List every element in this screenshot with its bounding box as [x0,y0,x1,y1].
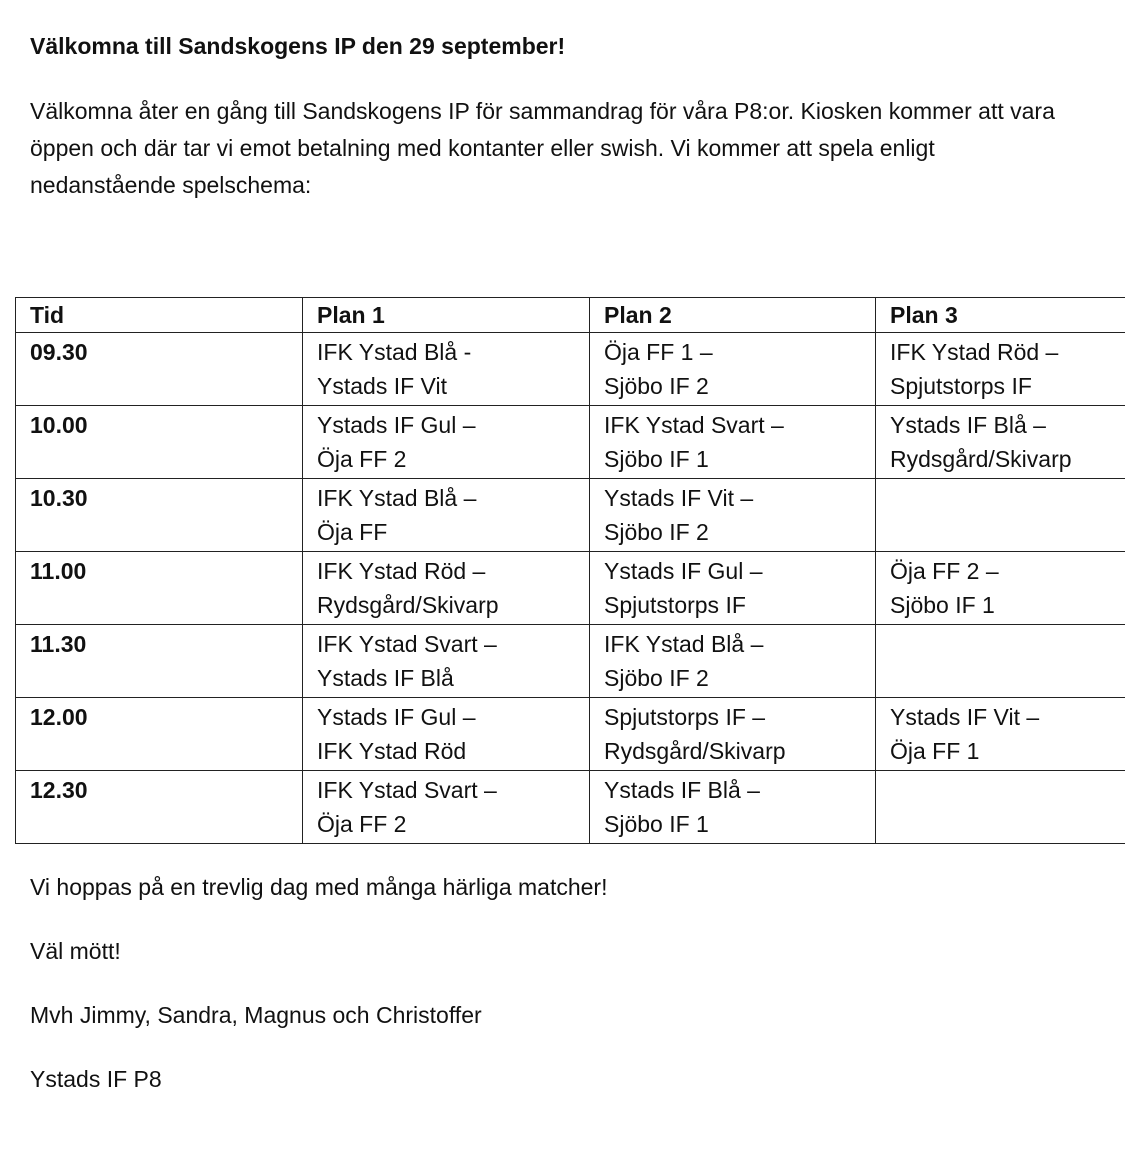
closing-greeting: Väl mött! [30,938,121,964]
match-cell [876,552,1125,625]
match-team: IFK Ystad Blå – [604,631,764,657]
match-team: Ystads IF Blå [317,665,454,691]
match-team: Ystads IF Vit – [890,704,1040,730]
match-team: Öja FF 2 [317,446,407,472]
closing-team: Ystads IF P8 [30,1066,162,1092]
table-row [16,479,1125,552]
match-team: Ystads IF Gul – [317,412,476,438]
match-team: IFK Ystad Svart – [604,412,784,438]
match-cell-empty [876,771,1125,844]
match-team: IFK Ystad Röd [317,738,467,764]
match-cell [876,333,1125,406]
header-plan-2: Plan 2 [590,298,876,333]
match-cell [303,333,590,406]
match-team: Rydsgård/Skivarp [317,592,499,618]
match-team: Ystads IF Vit – [604,485,754,511]
intro-line: öppen och där tar vi emot betalning med kontanter eller swish. Vi kommer att spela enligt [30,135,935,161]
match-team: Öja FF 2 [317,811,407,837]
match-cell [590,771,876,844]
match-team: Rydsgård/Skivarp [890,446,1072,472]
match-cell [590,552,876,625]
match-team: Sjöbo IF 1 [604,446,709,472]
table-row [16,771,1125,844]
match-team: IFK Ystad Svart – [317,631,497,657]
time-cell: 10.30 [16,479,303,552]
match-cell [303,698,590,771]
match-team: Ystads IF Blå – [604,777,760,803]
match-cell [590,333,876,406]
match-team: Rydsgård/Skivarp [604,738,786,764]
match-team: Ystads IF Blå – [890,412,1046,438]
match-cell [876,406,1125,479]
match-team: Sjöbo IF 2 [604,665,709,691]
match-cell [303,552,590,625]
match-cell [876,698,1125,771]
match-team: Spjutstorps IF [890,373,1032,399]
match-team: IFK Ystad Svart – [317,777,497,803]
header-plan-3: Plan 3 [876,298,1125,333]
match-team: IFK Ystad Blå – [317,485,477,511]
closing-wish: Vi hoppas på en trevlig dag med många härliga matcher! [30,874,608,900]
time-cell: 10.00 [16,406,303,479]
match-team: IFK Ystad Blå - [317,339,472,365]
match-team: Sjöbo IF 2 [604,373,709,399]
match-cell [590,479,876,552]
match-team: Spjutstorps IF [604,592,746,618]
time-cell: 11.00 [16,552,303,625]
table-row [16,625,1125,698]
time-cell: 12.00 [16,698,303,771]
match-team: Öja FF 2 – [890,558,999,584]
match-team: IFK Ystad Röd – [317,558,486,584]
header-plan-1: Plan 1 [303,298,590,333]
intro-line: Välkomna åter en gång till Sandskogens IP för sammandrag för våra P8:or. Kiosken kommer att vara [30,98,1055,124]
table-header-row [16,298,1125,333]
match-team: Öja FF 1 [890,738,980,764]
match-cell [590,698,876,771]
match-cell-empty [876,625,1125,698]
match-team: Sjöbo IF 2 [604,519,709,545]
match-team: Öja FF [317,519,388,545]
match-team: Spjutstorps IF – [604,704,766,730]
table-row [16,333,1125,406]
match-schedule-table [15,297,1125,844]
match-cell [590,406,876,479]
header-time: Tid [16,298,303,333]
intro-paragraph [30,93,1055,204]
time-cell: 09.30 [16,333,303,406]
match-team: Ystads IF Gul – [317,704,476,730]
match-cell [590,625,876,698]
intro-line: nedanstående spelschema: [30,172,312,198]
match-team: Ystads IF Vit [317,373,447,399]
match-team: IFK Ystad Röd – [890,339,1059,365]
table-row [16,552,1125,625]
match-cell [303,771,590,844]
time-cell: 11.30 [16,625,303,698]
match-cell [303,625,590,698]
match-cell [303,406,590,479]
table-row [16,406,1125,479]
table-row [16,698,1125,771]
closing-signature: Mvh Jimmy, Sandra, Magnus och Christoffer [30,1002,482,1028]
match-team: Ystads IF Gul – [604,558,763,584]
match-cell [303,479,590,552]
match-team: Sjöbo IF 1 [604,811,709,837]
match-team: Öja FF 1 – [604,339,713,365]
document-heading: Välkomna till Sandskogens IP den 29 september! [30,33,566,59]
match-cell-empty [876,479,1125,552]
match-team: Sjöbo IF 1 [890,592,995,618]
time-cell: 12.30 [16,771,303,844]
